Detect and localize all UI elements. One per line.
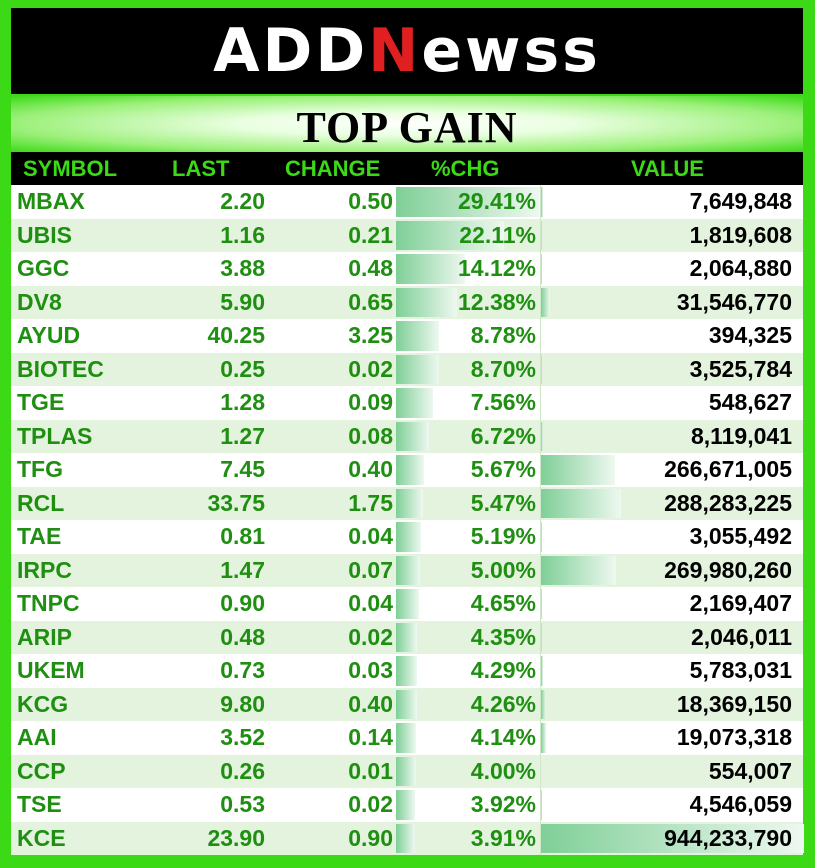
cell-symbol: KCE — [17, 824, 66, 851]
pct-databar — [396, 422, 429, 452]
cell-value — [540, 755, 804, 789]
table-row[interactable] — [11, 755, 803, 789]
logo-bar — [11, 8, 803, 94]
cell-value-text: 269,980,260 — [664, 556, 792, 583]
cell-last: 1.27 — [220, 422, 265, 449]
table-row[interactable] — [11, 621, 803, 655]
table-row[interactable] — [11, 587, 803, 621]
logo[interactable] — [213, 16, 601, 86]
cell-pct-text: 4.26% — [470, 690, 536, 717]
value-databar — [541, 355, 542, 385]
cell-last: 3.88 — [220, 255, 265, 282]
cell-change: 0.09 — [348, 389, 393, 416]
pct-databar — [396, 455, 424, 485]
cell-pct-text: 5.00% — [470, 556, 536, 583]
cell-symbol: AAI — [17, 724, 57, 751]
header-value[interactable]: VALUE — [631, 155, 704, 181]
cell-pct-change — [396, 319, 540, 353]
table-row[interactable] — [11, 185, 803, 219]
cell-pct-change — [396, 822, 540, 856]
cell-last: 0.53 — [220, 791, 265, 818]
cell-pct-change — [396, 621, 540, 655]
cell-change: 0.14 — [348, 724, 393, 751]
pct-databar — [396, 723, 416, 753]
cell-pct-text: 8.78% — [470, 322, 536, 348]
table-row[interactable] — [11, 688, 803, 722]
cell-value — [540, 654, 804, 688]
cell-last: 0.90 — [220, 590, 265, 617]
cell-value — [540, 353, 804, 387]
top-gain-table — [11, 152, 803, 855]
cell-value-text: 2,064,880 — [689, 255, 792, 281]
table-row[interactable] — [11, 420, 803, 454]
cell-value-text: 5,783,031 — [689, 657, 792, 683]
cell-pct-text: 3.91% — [470, 824, 536, 851]
cell-change: 0.40 — [348, 456, 393, 483]
cell-value-text: 548,627 — [708, 389, 792, 415]
cell-value — [540, 219, 804, 253]
cell-symbol: DV8 — [17, 288, 62, 315]
cell-value — [540, 252, 804, 286]
cell-symbol: TAE — [17, 523, 62, 550]
pct-databar — [396, 522, 421, 552]
header-last[interactable]: LAST — [172, 155, 230, 181]
header-change[interactable]: CHANGE — [285, 155, 381, 181]
cell-last: 23.90 — [207, 824, 265, 851]
cell-pct-change — [396, 386, 540, 420]
value-databar — [541, 556, 616, 586]
cell-pct-change — [396, 788, 540, 822]
cell-symbol: CCP — [17, 757, 66, 784]
cell-change: 0.08 — [348, 422, 393, 449]
cell-value-text: 18,369,150 — [676, 690, 792, 717]
cell-change: 0.65 — [348, 288, 393, 315]
cell-change: 0.07 — [348, 556, 393, 583]
cell-last: 3.52 — [220, 724, 265, 751]
table-row[interactable] — [11, 286, 803, 320]
cell-value — [540, 286, 804, 320]
table-row[interactable] — [11, 654, 803, 688]
value-databar — [541, 187, 543, 217]
cell-last: 0.26 — [220, 757, 265, 784]
cell-last: 1.28 — [220, 389, 265, 416]
cell-pct-text: 4.00% — [470, 757, 536, 784]
table-row[interactable] — [11, 386, 803, 420]
cell-change: 0.21 — [348, 221, 393, 248]
cell-value-text: 288,283,225 — [664, 489, 792, 516]
cell-symbol: GGC — [17, 255, 70, 282]
pct-databar — [396, 656, 417, 686]
value-databar — [541, 254, 542, 284]
cell-last: 9.80 — [220, 690, 265, 717]
cell-symbol: TPLAS — [17, 422, 93, 449]
value-databar — [541, 288, 550, 318]
cell-value — [540, 386, 804, 420]
cell-symbol: BIOTEC — [17, 355, 104, 382]
cell-last: 7.45 — [220, 456, 265, 483]
cell-pct-text: 5.19% — [470, 523, 536, 549]
value-databar — [541, 589, 542, 619]
cell-pct-text: 14.12% — [457, 255, 536, 281]
table-row[interactable] — [11, 319, 803, 353]
cell-symbol: TFG — [17, 456, 63, 483]
pct-databar — [396, 589, 419, 619]
cell-pct-text: 4.29% — [470, 657, 536, 683]
cell-change: 0.48 — [348, 255, 393, 282]
pct-databar — [396, 288, 457, 318]
cell-pct-change — [396, 286, 540, 320]
value-databar — [541, 723, 546, 753]
cell-last: 0.81 — [220, 523, 265, 550]
cell-pct-text: 8.70% — [470, 355, 536, 382]
value-databar — [541, 422, 543, 452]
cell-value-text: 1,819,608 — [689, 221, 792, 248]
cell-value-text: 3,055,492 — [689, 523, 792, 549]
cell-last: 2.20 — [220, 188, 265, 215]
cell-pct-text: 22.11% — [459, 221, 536, 248]
cell-change: 3.25 — [348, 322, 393, 349]
cell-pct-text: 5.47% — [470, 489, 536, 516]
value-databar — [541, 522, 542, 552]
cell-pct-change — [396, 453, 540, 487]
cell-symbol: MBAX — [17, 188, 85, 215]
cell-last: 5.90 — [220, 288, 265, 315]
cell-pct-change — [396, 219, 540, 253]
table-row[interactable] — [11, 822, 803, 856]
value-databar — [541, 690, 546, 720]
cell-change: 0.90 — [348, 824, 393, 851]
cell-pct-change — [396, 587, 540, 621]
cell-change: 1.75 — [348, 489, 393, 516]
pct-databar — [396, 690, 417, 720]
cell-pct-text: 6.72% — [470, 422, 536, 449]
cell-pct-change — [396, 688, 540, 722]
cell-pct-text: 12.38% — [457, 288, 536, 315]
title-band — [11, 96, 803, 152]
header-pct-change[interactable]: %CHG — [431, 155, 500, 181]
pct-databar — [396, 254, 465, 284]
cell-value — [540, 788, 804, 822]
cell-value — [540, 822, 804, 856]
table-row[interactable] — [11, 721, 803, 755]
cell-last: 33.75 — [207, 489, 265, 516]
pct-databar — [396, 556, 420, 586]
cell-pct-change — [396, 721, 540, 755]
cell-symbol: AYUD — [17, 322, 81, 349]
pct-databar — [396, 489, 423, 519]
table-row[interactable] — [11, 219, 803, 253]
cell-last: 0.73 — [220, 657, 265, 684]
table-row[interactable] — [11, 520, 803, 554]
table-body — [11, 185, 803, 855]
cell-pct-text: 5.67% — [470, 456, 536, 482]
value-databar — [541, 790, 542, 820]
cell-pct-change — [396, 252, 540, 286]
cell-value — [540, 453, 804, 487]
cell-value-text: 3,525,784 — [689, 355, 792, 382]
page-title: TOP GAIN — [296, 103, 518, 152]
cell-last: 0.48 — [220, 623, 265, 650]
header-symbol[interactable]: SYMBOL — [23, 155, 118, 181]
value-databar — [541, 656, 543, 686]
cell-change: 0.02 — [348, 355, 393, 382]
table-row[interactable] — [11, 252, 803, 286]
cell-symbol: TSE — [17, 791, 62, 818]
cell-pct-text: 3.92% — [470, 791, 536, 817]
cell-pct-change — [396, 520, 540, 554]
value-databar — [541, 489, 621, 519]
cell-pct-change — [396, 487, 540, 521]
cell-symbol: RCL — [17, 489, 65, 516]
cell-symbol: UBIS — [17, 221, 72, 248]
cell-value-text: 4,546,059 — [689, 791, 792, 817]
pct-databar — [396, 355, 439, 385]
cell-value-text: 2,046,011 — [690, 623, 792, 650]
pct-databar — [396, 824, 415, 854]
table-header — [11, 152, 803, 185]
cell-change: 0.02 — [348, 623, 393, 650]
cell-change: 0.02 — [348, 791, 393, 818]
cell-symbol: ARIP — [17, 623, 72, 650]
cell-value-text: 31,546,770 — [676, 288, 792, 315]
table-row[interactable] — [11, 453, 803, 487]
cell-symbol: TGE — [17, 389, 65, 416]
cell-last: 40.25 — [207, 322, 265, 349]
cell-value-text: 2,169,407 — [689, 590, 792, 616]
cell-value-text: 7,649,848 — [689, 188, 792, 214]
cell-value-text: 8,119,041 — [690, 422, 792, 449]
table-row[interactable] — [11, 788, 803, 822]
cell-pct-change — [396, 654, 540, 688]
cell-symbol: IRPC — [17, 556, 72, 583]
cell-last: 0.25 — [220, 355, 265, 382]
cell-value — [540, 688, 804, 722]
pct-databar — [396, 623, 417, 653]
cell-value — [540, 621, 804, 655]
logo-text-mid: N — [368, 16, 422, 86]
cell-last: 1.16 — [220, 221, 265, 248]
cell-value — [540, 319, 804, 353]
logo-text-post: ewss — [421, 16, 601, 86]
cell-change: 0.04 — [348, 523, 393, 550]
value-databar — [541, 221, 542, 251]
cell-value — [540, 520, 804, 554]
table-row[interactable] — [11, 554, 803, 588]
cell-pct-change — [396, 353, 540, 387]
cell-pct-text: 4.14% — [470, 724, 536, 750]
cell-value-text: 394,325 — [708, 322, 792, 348]
cell-value — [540, 420, 804, 454]
cell-pct-text: 4.65% — [470, 590, 536, 616]
cell-value — [540, 185, 804, 219]
table-row[interactable] — [11, 487, 803, 521]
cell-value — [540, 554, 804, 588]
pct-databar — [396, 757, 416, 787]
cell-value-text: 944,233,790 — [664, 824, 792, 851]
cell-value — [540, 587, 804, 621]
cell-pct-change — [396, 554, 540, 588]
pct-databar — [396, 321, 439, 351]
cell-pct-change — [396, 755, 540, 789]
cell-change: 0.04 — [348, 590, 393, 617]
logo-text-pre: ADD — [213, 16, 369, 86]
cell-pct-change — [396, 420, 540, 454]
cell-last: 1.47 — [220, 556, 265, 583]
cell-value-text: 19,073,318 — [676, 724, 792, 750]
cell-symbol: UKEM — [17, 657, 85, 684]
cell-value-text: 266,671,005 — [664, 456, 792, 482]
cell-change: 0.01 — [348, 757, 393, 784]
cell-change: 0.03 — [348, 657, 393, 684]
cell-symbol: KCG — [17, 690, 69, 717]
value-databar — [541, 455, 615, 485]
cell-pct-text: 4.35% — [470, 623, 536, 650]
cell-change: 0.40 — [348, 690, 393, 717]
table-row[interactable] — [11, 353, 803, 387]
cell-value — [540, 721, 804, 755]
cell-pct-text: 29.41% — [457, 188, 536, 214]
pct-databar — [396, 388, 433, 418]
cell-symbol: TNPC — [17, 590, 80, 617]
pct-databar — [396, 790, 415, 820]
cell-value-text: 554,007 — [708, 757, 792, 784]
cell-pct-text: 7.56% — [470, 389, 536, 415]
cell-value — [540, 487, 804, 521]
value-databar — [541, 623, 542, 653]
cell-change: 0.50 — [348, 188, 393, 215]
cell-pct-change — [396, 185, 540, 219]
